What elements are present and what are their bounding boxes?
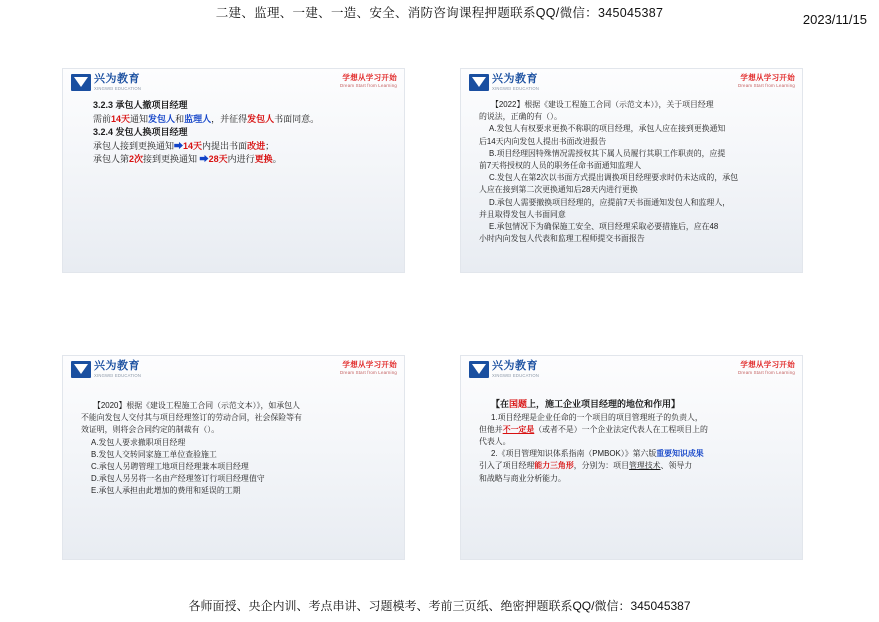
slide-thumbnail-2[interactable] xyxy=(460,68,803,273)
logo-text-cn: 兴为教育 xyxy=(492,360,538,373)
logo-text-cn: 兴为教育 xyxy=(492,73,538,86)
brand-slogan xyxy=(738,361,795,375)
slide-line: D.承包人另另将一名由产经理签订行项目经理值守 xyxy=(91,474,265,484)
slide-line: C.承包人另聘管理工地项目经理兼本项目经理 xyxy=(91,462,249,472)
slide-line: 承包人接到更换通知➡14天内提出书面改进； xyxy=(93,140,275,151)
brand-logo xyxy=(71,361,141,378)
slide-line: 【在国题上，施工企业项目经理的地位和作用】 xyxy=(491,399,681,409)
logo-mark-icon xyxy=(469,74,489,91)
slide-line: 【2020】根据《建设工程施工合同（示范文本）》，如承包人 xyxy=(93,401,300,410)
slogan-en: Dream Start from Learning xyxy=(738,369,795,375)
slide-line: A.发包人要求撤职项目经理 xyxy=(91,437,186,447)
slide-body xyxy=(461,95,802,249)
slide-line: 前7天将授权的人员的职务任命书面通知监理人 xyxy=(479,161,642,171)
logo-text-cn: 兴为教育 xyxy=(94,360,140,373)
slide-thumbnail-4[interactable] xyxy=(460,355,803,560)
slide-line: 2.《项目管理知识体系指南（PMBOK）》第六版重要知识成果 xyxy=(491,449,704,459)
slide-line: 人应在接到第二次更换通知后28天内进行更换 xyxy=(479,185,638,195)
slide-line: 3.2.4 发包人换项目经理 xyxy=(93,127,188,137)
slogan-en: Dream Start from Learning xyxy=(340,369,397,375)
slide-body xyxy=(63,382,404,502)
slide-line: 后14天内向发包人提出书面改进报告 xyxy=(479,136,607,146)
slide-body xyxy=(461,382,802,489)
slide-thumbnail-3[interactable] xyxy=(62,355,405,560)
slogan-cn: 学想从学习开始 xyxy=(740,73,795,82)
slide-body xyxy=(63,95,404,171)
slide-line: A.发包人有权要求更换不称职的项目经理，承包人应在接到更换通知 xyxy=(489,124,726,134)
brand-logo xyxy=(469,74,539,91)
slide-topbar xyxy=(461,69,802,95)
page-header xyxy=(0,0,879,27)
slide-line: 并且取得发包人书面同意 xyxy=(479,209,566,219)
slide-line: 和战略与商业分析能力。 xyxy=(479,473,566,483)
slide-line: 不能向发包人交付其与项目经理签订的劳动合同，社会保险等有 xyxy=(81,413,302,423)
logo-text-en: XINGWEI EDUCATION xyxy=(492,85,540,91)
slide-topbar xyxy=(63,69,404,95)
slide-line: 1.项目经理是企业任命的一个项目的项目管理班子的负责人， xyxy=(491,412,703,422)
slide-line: E.承包人承担由此增加的费用和延误的工期 xyxy=(91,486,241,496)
logo-text-en: XINGWEI EDUCATION xyxy=(94,85,142,91)
slide-line: D.承包人需要撤换项目经理的，应提前7天书面通知发包人和监理人， xyxy=(489,197,731,207)
slide-topbar xyxy=(63,356,404,382)
slide-line: 效证明，则将会合同约定的制裁有（）。 xyxy=(81,425,220,435)
slide-line: 3.2.3 承包人撤项目经理 xyxy=(93,100,188,110)
slogan-en: Dream Start from Learning xyxy=(340,82,397,88)
slide-line: 代表人。 xyxy=(479,436,511,446)
slide-line: B.项目经理因特殊情况需授权其下属人员履行其职工作职责的，应提 xyxy=(489,148,726,158)
logo-text-cn: 兴为教育 xyxy=(94,73,140,86)
logo-mark-icon xyxy=(71,361,91,378)
brand-logo xyxy=(71,74,141,91)
slogan-en: Dream Start from Learning xyxy=(738,82,795,88)
slogan-cn: 学想从学习开始 xyxy=(342,73,397,82)
slide-line: 但他并不一定是（或者不是）一个企业法定代表人在工程项目上的 xyxy=(479,424,708,434)
page-footer: 各师面授、央企内训、考点串讲、习题模考、考前三页纸、绝密押题联系QQ/微信：345045387 xyxy=(188,599,691,613)
brand-slogan xyxy=(340,361,397,375)
slide-thumbnail-1[interactable] xyxy=(62,68,405,273)
slide-line: C.发包人在第2次以书面方式提出调换项目经理要求时仍未达成的，承包 xyxy=(489,173,739,183)
slide-line: 承包人第2次接到更换通知 ➡28天内进行更换。 xyxy=(93,154,282,164)
slide-line: 小时内向发包人代表和监理工程师提交书面报告 xyxy=(479,234,645,244)
slide-line: 引入了项目经理能力三角形，分别为：项目管理技术、领导力 xyxy=(479,461,693,471)
header-title: 二建、监理、一建、一造、安全、消防咨询课程押题联系QQ/微信：345045387 xyxy=(215,6,664,20)
brand-slogan xyxy=(738,74,795,88)
logo-text-en: XINGWEI EDUCATION xyxy=(492,372,540,378)
slogan-cn: 学想从学习开始 xyxy=(740,360,795,369)
brand-slogan xyxy=(340,74,397,88)
brand-logo xyxy=(469,361,539,378)
slide-topbar xyxy=(461,356,802,382)
header-date: 2023/11/15 xyxy=(802,12,867,27)
logo-mark-icon xyxy=(71,74,91,91)
logo-mark-icon xyxy=(469,361,489,378)
slide-line: B.发包人交转同家施工单位查验施工 xyxy=(91,449,217,459)
slide-line: E.承包情况下为确保施工安全、项目经理采取必要措施后，应在48 xyxy=(489,222,719,232)
logo-text-en: XINGWEI EDUCATION xyxy=(94,372,142,378)
slide-line: 的说法，正确的有（）。 xyxy=(479,112,562,122)
slide-line: 需前14天通知发包人和监理人，并征得发包人书面同意。 xyxy=(93,113,320,124)
slogan-cn: 学想从学习开始 xyxy=(342,360,397,369)
slide-line: 【2022】根据《建设工程施工合同（示范文本）》，关于项目经理 xyxy=(491,100,714,109)
